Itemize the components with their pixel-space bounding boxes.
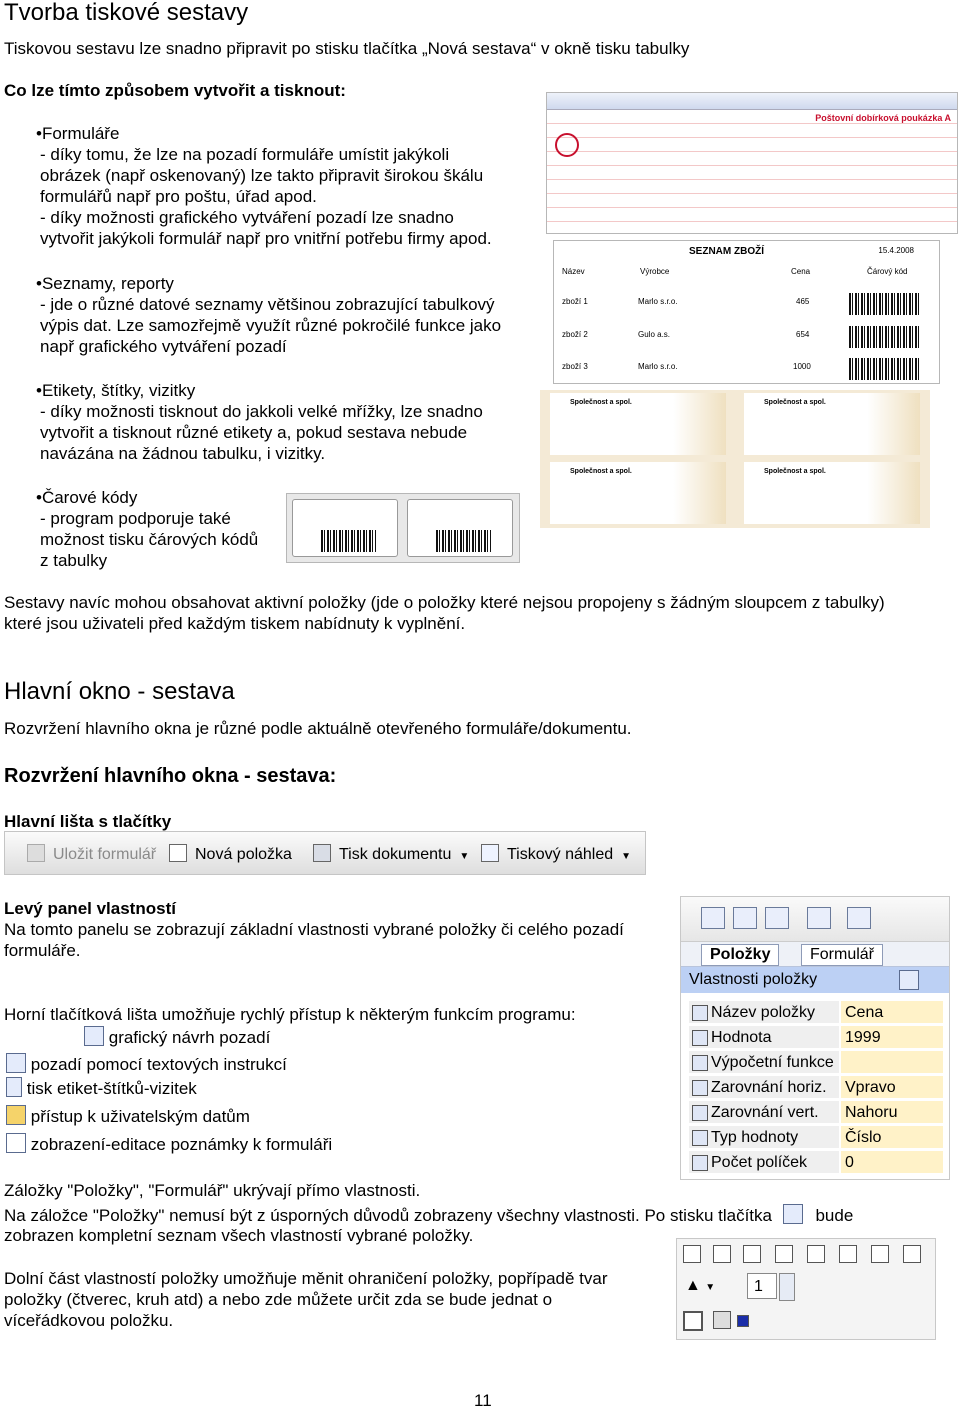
new-item-button[interactable] <box>169 844 292 864</box>
item-forms-line: obrázek (např oskenovaný) lze takto připravit širokou škálu <box>40 166 484 185</box>
section-desc: Rozvržení hlavního okna je různé podle aktuálně otevřeného formuláře/dokumentu. <box>4 719 632 738</box>
fields-count-icon <box>692 1155 708 1171</box>
border-width-stepper[interactable] <box>779 1273 795 1301</box>
tabs-note: Záložky "Položky", "Formulář" ukrývají přímo vlastnosti. <box>4 1181 421 1200</box>
bottom-properties-desc <box>4 1268 608 1331</box>
form-background <box>547 110 957 233</box>
property-name: Výpočetní funkce <box>711 1054 834 1071</box>
list-col: Název <box>562 267 585 276</box>
list-report-screenshot <box>553 240 940 384</box>
list-cell: zboží 3 <box>562 362 588 371</box>
tab-form[interactable] <box>801 944 883 966</box>
function-icon <box>692 1055 708 1071</box>
left-panel-desc <box>4 919 624 961</box>
property-value[interactable]: Vpravo <box>841 1076 943 1099</box>
value-icon <box>692 1030 708 1046</box>
labels-grid-icon <box>6 1077 22 1097</box>
function-label: tisk etiket-štítků-vizitek <box>26 1079 197 1098</box>
list-cell: 465 <box>796 297 810 306</box>
items-note-text: Na záložce "Položky" nemusí být z úsporných důvodů zobrazeny všechny vlastnosti. Po stisku tlačítka <box>4 1206 772 1225</box>
print-preview-button[interactable] <box>481 844 631 864</box>
property-value[interactable] <box>841 1051 943 1074</box>
function-graphic <box>84 1026 270 1048</box>
property-name: Typ hodnoty <box>711 1129 799 1146</box>
property-row[interactable] <box>689 1076 945 1100</box>
section-title: Hlavní okno - sestava <box>4 678 235 705</box>
card-company: Společnost a spol. <box>764 399 826 406</box>
tab-items[interactable] <box>701 944 779 966</box>
barcode-icon <box>436 530 491 552</box>
property-row[interactable] <box>689 1051 945 1075</box>
chevron-down-icon[interactable]: ▼ <box>621 851 632 862</box>
item-forms-line: - díky možnosti grafického vytváření pozadí lze snadno <box>40 208 454 227</box>
property-name: Počet políček <box>711 1154 808 1171</box>
paragraph-line: formuláře. <box>4 941 81 960</box>
page-title: Tvorba tiskové sestavy <box>4 0 249 26</box>
function-user-data <box>6 1105 250 1127</box>
list-cell: Marlo s.r.o. <box>638 362 678 371</box>
items-note-text: bude <box>815 1206 854 1225</box>
function-note <box>6 1133 332 1155</box>
item-forms-line: formulářů např pro poštu, úřad apod. <box>40 187 317 206</box>
property-value[interactable]: 0 <box>841 1151 943 1174</box>
list-cell: zboží 2 <box>562 330 588 339</box>
item-forms <box>36 123 540 249</box>
border-style-button[interactable] <box>683 1245 701 1263</box>
item-lists-line: např grafického vytváření pozadí <box>40 337 287 356</box>
show-all-properties-icon <box>783 1204 803 1224</box>
tab-form-label: Formulář <box>810 946 875 963</box>
item-barcodes-title: •Čarové kódy <box>36 488 138 507</box>
function-label: zobrazení-editace poznámky k formuláři <box>30 1135 333 1154</box>
save-form-button[interactable] <box>27 844 156 864</box>
border-style-button[interactable] <box>807 1245 825 1263</box>
save-icon <box>27 844 45 862</box>
item-barcodes <box>36 487 290 571</box>
card-company: Společnost a spol. <box>570 399 632 406</box>
border-style-button[interactable] <box>839 1245 857 1263</box>
panel-tabs <box>681 942 949 967</box>
text-icon <box>692 1005 708 1021</box>
item-labels-title: •Etikety, štítky, vizitky <box>36 381 196 400</box>
save-form-label: Uložit formulář <box>53 846 157 863</box>
barcode-icon <box>849 293 919 315</box>
paragraph-line: Na tomto panelu se zobrazují základní vlastnosti vybrané položky či celého pozadí <box>4 920 624 939</box>
multiline-toggle-button[interactable] <box>683 1311 703 1331</box>
property-value[interactable]: Nahoru <box>841 1101 943 1124</box>
border-width-input[interactable]: 1 <box>747 1273 777 1299</box>
item-labels <box>36 380 540 464</box>
item-forms-line: - díky tomu, že lze na pozadí formuláře umístit jakýkoli <box>40 145 450 164</box>
function-label: pozadí pomocí textových instrukcí <box>30 1055 287 1074</box>
show-all-properties-icon[interactable] <box>899 970 919 990</box>
function-label: přístup k uživatelským datům <box>30 1107 250 1126</box>
panel-toolbar <box>681 897 949 942</box>
list-title: SEZNAM ZBOŽÍ <box>689 246 764 257</box>
question-heading: Co lze tímto způsobem vytvořit a tisknout: <box>4 81 346 100</box>
paragraph-line: víceřádkovou položku. <box>4 1311 174 1330</box>
barcode-icon <box>849 358 919 380</box>
toolbar-heading: Hlavní lišta s tlačítky <box>4 812 172 831</box>
property-row[interactable] <box>689 1001 945 1025</box>
property-name: Zarovnání horiz. <box>711 1079 827 1096</box>
function-labels <box>6 1077 197 1099</box>
card-company: Společnost a spol. <box>764 468 826 475</box>
item-barcodes-line: z tabulky <box>40 551 108 570</box>
properties-panel <box>680 896 950 1180</box>
graphic-design-icon <box>84 1026 104 1046</box>
barcode-icon <box>321 530 376 552</box>
function-label: grafický návrh pozadí <box>108 1028 271 1047</box>
section-subtitle: Rozvržení hlavního okna - sestava: <box>4 765 337 787</box>
paragraph-line: které jsou uživateli před každým tiskem nabídnuty k vyplnění. <box>4 614 466 633</box>
active-items-paragraph <box>4 592 885 634</box>
card-company: Společnost a spol. <box>570 468 632 475</box>
property-value[interactable]: Cena <box>841 1001 943 1024</box>
paragraph-line: Sestavy navíc mohou obsahovat aktivní položky (jde o položky které nejsou propojeny s žádným sloupcem z tabulky) <box>4 593 885 612</box>
item-lists-title: •Seznamy, reporty <box>36 274 174 293</box>
list-col: Cena <box>791 267 811 276</box>
user-data-button[interactable] <box>807 907 831 929</box>
printer-icon <box>313 844 331 862</box>
border-style-button[interactable] <box>775 1245 793 1263</box>
border-style-button[interactable] <box>903 1245 921 1263</box>
list-cell: zboží 1 <box>562 297 588 306</box>
panel-header <box>681 967 949 993</box>
item-labels-line: navázána na žádnou tabulku, i vizitky. <box>40 444 326 463</box>
list-col: Čárový kód <box>867 267 908 276</box>
chevron-down-icon[interactable]: ▼ <box>459 851 470 862</box>
paragraph-line: Dolní část vlastností položky umožňuje měnit ohraničení položky, popřípadě tvar <box>4 1269 608 1288</box>
list-date: 15.4.2008 <box>878 246 914 255</box>
business-card <box>550 393 726 455</box>
item-barcodes-line: možnost tisku čárových kódů <box>40 530 259 549</box>
main-toolbar <box>4 831 646 875</box>
property-row[interactable] <box>689 1101 945 1125</box>
preview-icon <box>481 844 499 862</box>
business-card <box>550 462 726 524</box>
new-document-icon <box>169 844 187 862</box>
print-document-button[interactable] <box>313 844 469 864</box>
border-style-button[interactable] <box>871 1245 889 1263</box>
property-row[interactable] <box>689 1126 945 1150</box>
border-style-button[interactable] <box>713 1245 731 1263</box>
text-instructions-button[interactable] <box>733 907 757 929</box>
item-barcodes-line: - program podporuje také <box>40 509 231 528</box>
barcode-label <box>407 499 513 557</box>
align-vertical-icon <box>692 1105 708 1121</box>
top-bar-text: Horní tlačítková lišta umožňuje rychlý přístup k některým funkcím programu: <box>4 1005 576 1024</box>
property-name: Hodnota <box>711 1029 772 1046</box>
page-number: 11 <box>474 1391 492 1410</box>
property-name: Zarovnání vert. <box>711 1104 819 1121</box>
item-lists-line: - jde o různé datové seznamy většinou zobrazující tabulkový <box>40 295 495 314</box>
item-forms-title: •Formuláře <box>36 124 120 143</box>
border-shape-panel <box>676 1238 936 1340</box>
panel-header-label: Vlastnosti položky <box>689 971 818 988</box>
property-value[interactable]: 1999 <box>841 1026 943 1049</box>
list-cell: Marlo s.r.o. <box>638 297 678 306</box>
list-cell: 1000 <box>793 362 811 371</box>
business-card <box>744 462 920 524</box>
left-panel-heading: Levý panel vlastností <box>4 899 176 918</box>
labels-grid-button[interactable] <box>765 907 789 929</box>
print-preview-label: Tiskový náhled <box>507 846 614 863</box>
shape-button[interactable] <box>713 1311 731 1329</box>
function-text <box>6 1053 287 1075</box>
list-col: Výrobce <box>640 267 670 276</box>
property-name: Název položky <box>711 1004 816 1021</box>
user-data-icon <box>6 1105 26 1125</box>
barcode-label <box>292 499 398 557</box>
item-lists <box>36 273 545 357</box>
type-icon <box>692 1130 708 1146</box>
graphic-design-button[interactable] <box>701 907 725 929</box>
print-document-label: Tisk dokumentu <box>339 846 452 863</box>
chevron-down-icon[interactable]: ▼ <box>705 1282 716 1293</box>
color-button[interactable] <box>737 1315 749 1327</box>
new-item-label: Nová položka <box>195 846 292 863</box>
postal-form-screenshot <box>546 92 958 234</box>
text-instructions-icon <box>6 1053 26 1073</box>
property-value[interactable]: Číslo <box>841 1126 943 1149</box>
business-card <box>744 393 920 455</box>
list-cell: 654 <box>796 330 810 339</box>
form-header: Poštovní dobírková poukázka A <box>815 113 951 123</box>
item-lists-line: výpis dat. Lze samozřejmě využít různé pokročilé funkce jako <box>40 316 502 335</box>
item-labels-line: - díky možnosti tisknout do jakkoli velké mřížky, lze snadno <box>40 402 483 421</box>
property-row[interactable] <box>689 1026 945 1050</box>
items-note-end: zobrazen kompletní seznam všech vlastností vybrané položky. <box>4 1226 474 1245</box>
business-cards-screenshot <box>540 390 930 528</box>
barcode-icon <box>849 326 919 348</box>
tab-items-label: Položky <box>710 946 771 963</box>
barcode-labels-screenshot <box>286 493 520 563</box>
intro-text: Tiskovou sestavu lze snadno připravit po stisku tlačítka „Nová sestava“ v okně tisku tabulky <box>4 39 690 58</box>
items-note <box>4 1204 853 1226</box>
property-row[interactable] <box>689 1151 945 1175</box>
item-labels-line: vytvořit a tisknout různé etikety a, pokud sestava nebude <box>40 423 468 442</box>
post-logo-icon <box>555 133 579 157</box>
note-button[interactable] <box>847 907 871 929</box>
form-toolbar-strip <box>547 93 957 110</box>
list-cell: Gulo a.s. <box>638 330 671 339</box>
item-forms-line: vytvořit jakýkoli formulář např pro vnitřní potřebu firmy apod. <box>40 229 492 248</box>
fill-color-icon[interactable]: ▲ ▼ <box>685 1277 716 1294</box>
align-horizontal-icon <box>692 1080 708 1096</box>
note-icon <box>6 1133 26 1153</box>
paragraph-line: položky (čtverec, kruh atd) a nebo zde můžete určit zda se bude jednat o <box>4 1290 553 1309</box>
border-style-button[interactable] <box>743 1245 761 1263</box>
